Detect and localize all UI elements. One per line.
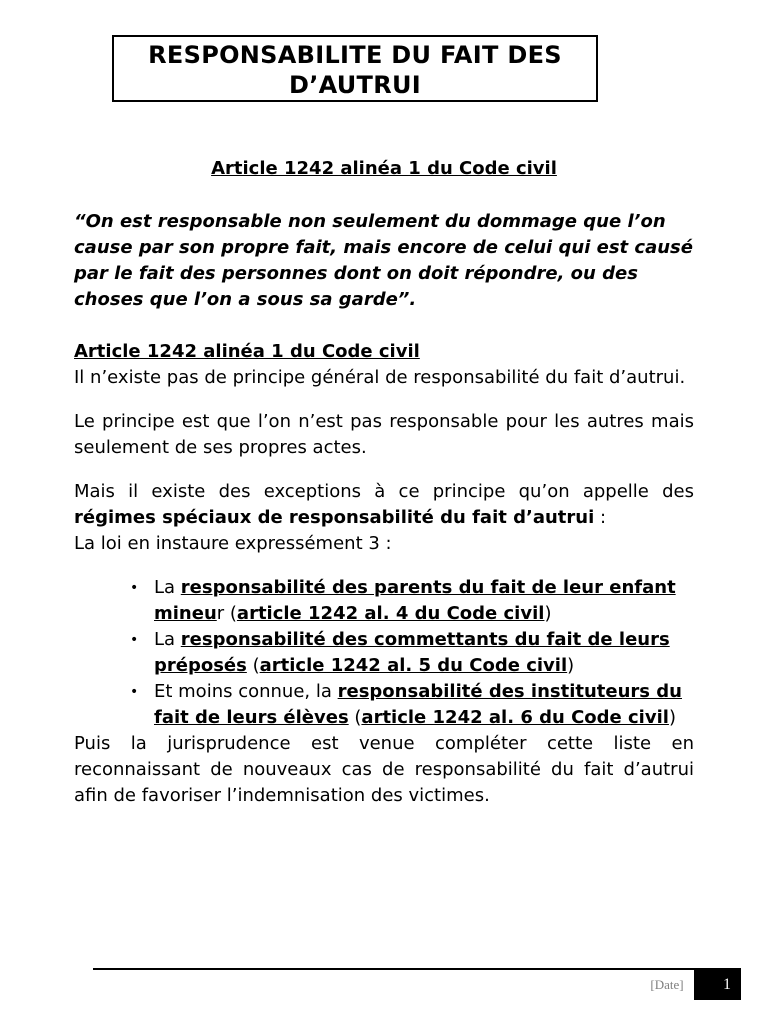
article-heading: Article 1242 alinéa 1 du Code civil bbox=[211, 158, 557, 179]
footer-date: [Date] bbox=[650, 977, 684, 992]
paragraph-5: Puis la jurisprudence est venue compléter cette liste en reconnaissant de nouveaux cas de responsabilité du fait d’autrui afin de favoriser l’indemnisation des victimes. bbox=[74, 733, 694, 806]
paragraph-1: Il n’existe pas de principe général de responsabilité du fait d’autrui. bbox=[74, 367, 686, 388]
special-regimes-term: régimes spéciaux de responsabilité du fait d’autrui bbox=[74, 507, 595, 528]
document-title-text: RESPONSABILITE DU FAIT DES D’AUTRUI bbox=[148, 41, 562, 99]
list-item-suffix: ) bbox=[544, 603, 552, 624]
list-item-prefix: La bbox=[154, 577, 181, 598]
footer-divider bbox=[93, 968, 741, 970]
section-heading: Article 1242 alinéa 1 du Code civil bbox=[74, 341, 420, 362]
list-item-prefix: Et moins connue, la bbox=[154, 681, 338, 702]
paragraph-2: Le principe est que l’on n’est pas responsable pour les autres mais seulement de ses propres actes. bbox=[74, 411, 694, 458]
page-number: 1 bbox=[694, 969, 741, 1000]
list-item bbox=[154, 679, 694, 731]
list-item-mid: ( bbox=[246, 655, 260, 676]
list-item-regime: responsabilité des instituteurs du fait de leurs élèves bbox=[154, 681, 682, 728]
list-item-regime: responsabilité des commettants du fait de leurs préposés bbox=[154, 629, 670, 676]
paragraph-3-end: : bbox=[594, 507, 607, 528]
list-item-mid: r ( bbox=[216, 603, 237, 624]
article-quote: “On est responsable non seulement du dommage que l’on cause par son propre fait, mais encore de celui qui est causé par le fait des personnes dont on doit répondre, ou des choses que l’on a sous sa garde”. bbox=[74, 211, 693, 310]
paragraph-3-start: Mais il existe des exceptions à ce principe qu’on appelle des bbox=[74, 481, 694, 502]
list-item-article-ref: article 1242 al. 5 du Code civil bbox=[259, 655, 568, 676]
list-item bbox=[154, 575, 694, 627]
list-item-regime: responsabilité des parents du fait de leur enfant mineu bbox=[154, 577, 676, 624]
list-item-prefix: La bbox=[154, 629, 181, 650]
list-item-suffix: ) bbox=[668, 707, 676, 728]
list-item-article-ref: article 1242 al. 4 du Code civil bbox=[236, 603, 545, 624]
paragraph-3 bbox=[74, 479, 694, 531]
list-item bbox=[154, 627, 694, 679]
document-title bbox=[112, 35, 598, 102]
list-item-suffix: ) bbox=[567, 655, 575, 676]
paragraph-4: La loi en instaure expressément 3 : bbox=[74, 533, 392, 554]
document-body bbox=[74, 156, 694, 809]
list-item-article-ref: article 1242 al. 6 du Code civil bbox=[361, 707, 669, 728]
list-item-mid: ( bbox=[348, 707, 362, 728]
regimes-list bbox=[74, 575, 694, 731]
